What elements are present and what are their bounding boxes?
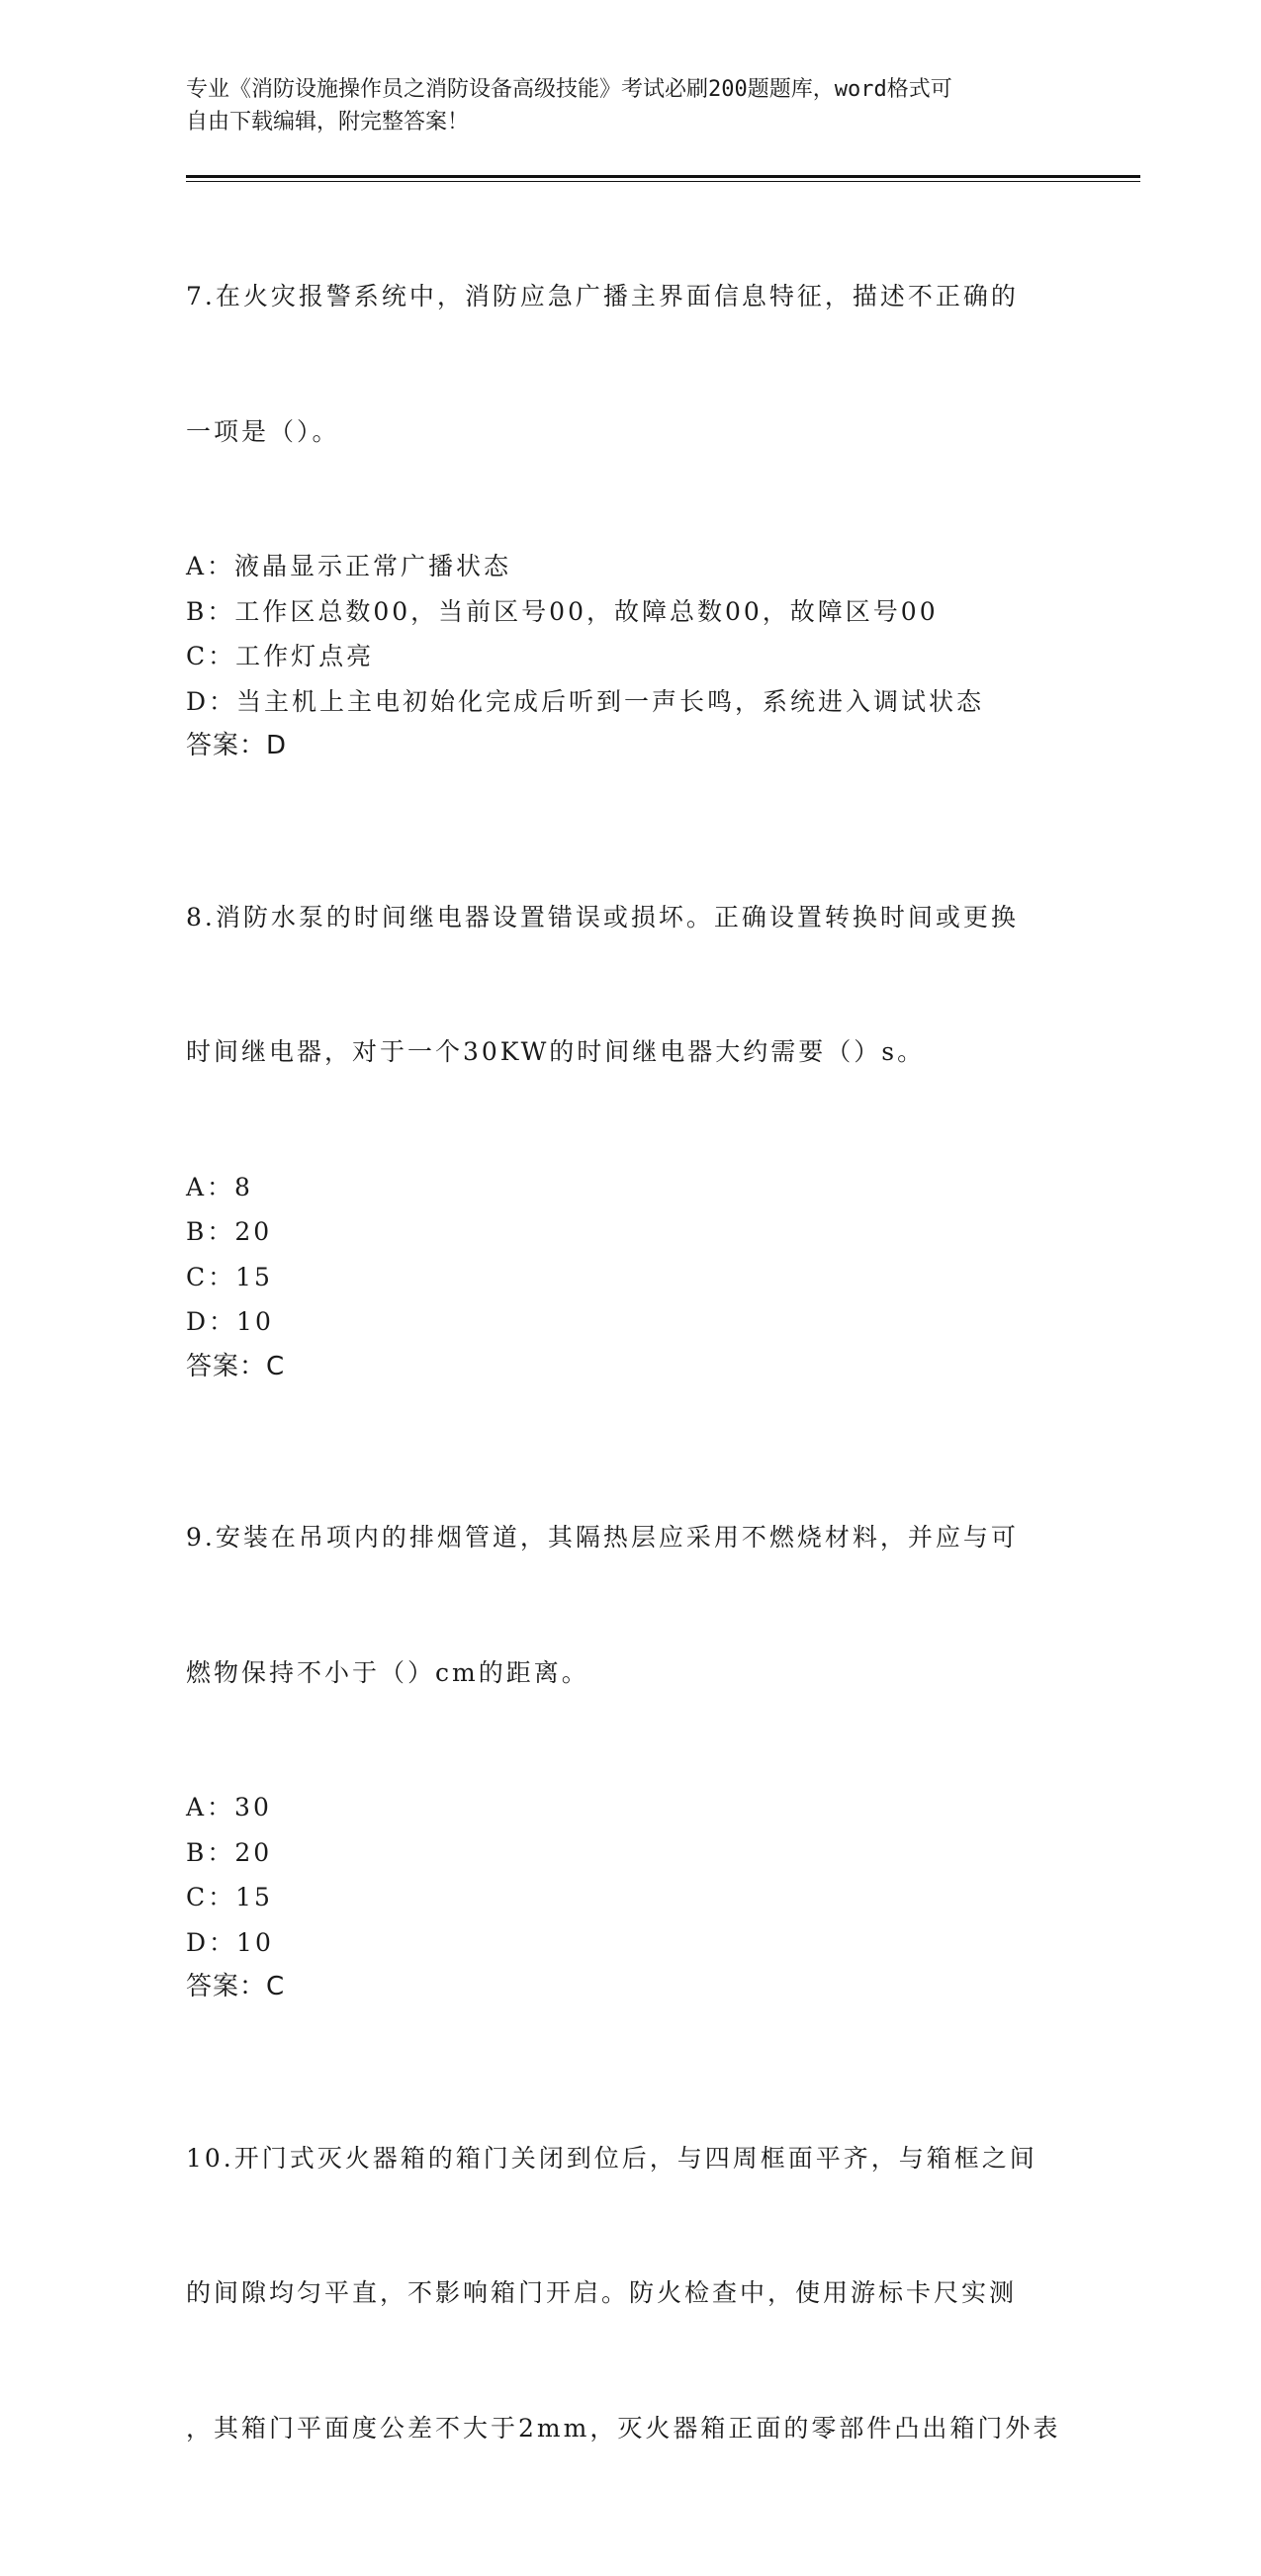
option-d: D：10 — [186, 1927, 274, 1957]
option-d: D：当主机上主电初始化完成后听到一声长鸣，系统进入调试状态 — [186, 686, 985, 716]
question-stem — [186, 1425, 1076, 1785]
option-b: B：工作区总数00，当前区号00，故障总数00，故障区号00 — [186, 596, 939, 626]
option-d: D：10 — [186, 1307, 274, 1336]
document-header — [186, 73, 1056, 138]
question-stem — [186, 184, 1076, 544]
option-c: C：15 — [186, 1883, 273, 1911]
option-a: A：8 — [186, 1172, 253, 1201]
question-stem-line: 10.开门式灭火器箱的箱门关闭到位后，与四周框面平齐，与箱框之间 — [186, 2143, 1037, 2173]
answer-label: 答案：D — [186, 731, 288, 760]
header-divider-thick — [186, 175, 1140, 178]
question-stem-line: 一项是（）。 — [186, 416, 340, 446]
option-b: B：20 — [186, 1837, 273, 1867]
option-b: B：20 — [186, 1217, 273, 1246]
header-line: 自由下载编辑，附完整答案！ — [186, 110, 470, 134]
option-c: C：工作灯点亮 — [186, 642, 375, 670]
question-stem — [186, 2046, 1076, 2541]
question-stem-line: 8.消防水泵的时间继电器设置错误或损坏。正确设置转换时间或更换 — [186, 902, 1019, 932]
option-a: A：液晶显示正常广播状态 — [186, 552, 512, 580]
question-10 — [186, 2046, 1076, 2541]
question-stem-line: ，其箱门平面度公差不大于2mm，灭火器箱正面的零部件凸出箱门外表 — [186, 2413, 1061, 2443]
header-line: 专业《消防设施操作员之消防设备高级技能》考试必刷200题题库，word格式可 — [186, 77, 952, 102]
answer-label: 答案：C — [186, 1351, 286, 1381]
question-stem-line: 时间继电器，对于一个30KW的时间继电器大约需要（）s。 — [186, 1037, 926, 1066]
option-a: A：30 — [186, 1793, 272, 1821]
question-7 — [186, 184, 1076, 769]
question-stem-line: 的间隙均匀平直，不影响箱门开启。防火检查中，使用游标卡尺实测 — [186, 2278, 1018, 2307]
option-c: C：15 — [186, 1262, 273, 1291]
question-8 — [186, 805, 1076, 1390]
answer-label: 答案：C — [186, 1972, 286, 2001]
question-list — [186, 184, 1076, 2576]
question-9 — [186, 1425, 1076, 2010]
header-divider-thin — [186, 181, 1140, 182]
question-stem — [186, 805, 1076, 1165]
question-stem-line: 9.安装在吊项内的排烟管道，其隔热层应采用不燃烧材料，并应与可 — [186, 1523, 1019, 1552]
question-stem-line: 7.在火灾报警系统中，消防应急广播主界面信息特征，描述不正确的 — [186, 282, 1019, 311]
question-stem-line: 燃物保持不小于（）cm的距离。 — [186, 1657, 589, 1687]
